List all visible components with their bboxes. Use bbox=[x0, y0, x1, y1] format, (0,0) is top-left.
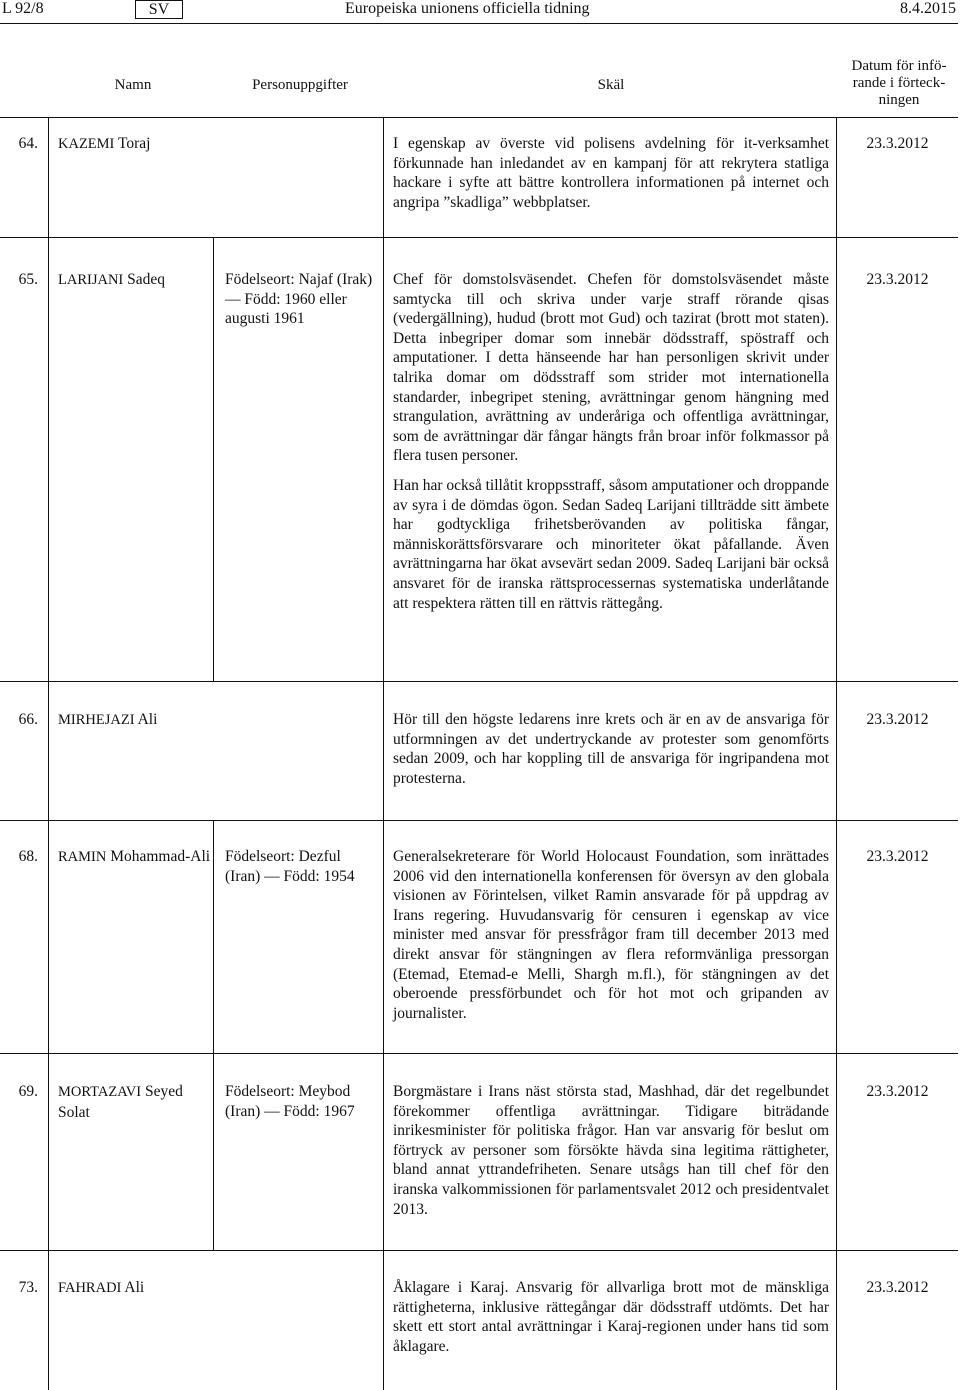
personal-data: Födelseort: Meybod (Iran) — Född: 1967 bbox=[225, 1083, 355, 1120]
column-divider bbox=[213, 238, 214, 681]
reason-paragraph: I egenskap av överste vid polisens avdelning för it-verksamhet förkunnade han inledandet av en kampanj för att rekrytera statliga hackare i syfte att bättre kontrollera informationen på internet och angripa ”skadliga” webbplatser. bbox=[393, 135, 829, 211]
reason-paragraph: Han har också tillåtit kroppsstraff, såsom amputationer och droppande av syra i de dömdas ögon. Sedan Sadeq Larijani tillträdde sitt ämbete har godtyckliga frihetsberövanden av politiska fångar, människorättsförsvarare och minoriteter ökat påfallande. Även avrättningarna har ökat avsevärt sedan 2009. Sadeq Larijani bär också ansvaret för de iranska rättsprocessernas systematiska underlåtande att respektera rätten till en rättvis rättegång. bbox=[393, 476, 829, 612]
surname: MORTAZAVI bbox=[58, 1084, 142, 1100]
column-divider bbox=[213, 821, 214, 1250]
reasons bbox=[393, 1082, 829, 1229]
column-header-date-line: Datum för infö- bbox=[851, 58, 947, 74]
listing-date: 23.3.2012 bbox=[866, 1279, 929, 1296]
publication-date: 8.4.2015 bbox=[900, 0, 956, 17]
reason-paragraph: Hör till den högste ledarens inre krets och är en av de ansvariga för utformningen av det undertryckande av protester som genomförts sedan 2009, och har koppling till de ansvariga för ingripandena mot protesterna. bbox=[393, 711, 829, 787]
listing-date: 23.3.2012 bbox=[866, 711, 929, 728]
personal-data: Födelseort: Najaf (Irak) — Född: 1960 eller augusti 1961 bbox=[225, 271, 373, 328]
reason-paragraph: Borgmästare i Irans näst största stad, Mashhad, där det regelbundet förekommer offentliga avrättningar. Tidigare biträdande inrikesminister för politiska frågor. Han var ansvarig för beslut om förtryck av personer som försökte hävda sina legitima rättigheter, bland annat yttrandefriheten. Senare utsågs han till chef för den iranska valkommissionen för parlamentsvalet 2012 och presidentvalet 2013. bbox=[393, 1083, 829, 1218]
person-name bbox=[58, 134, 218, 155]
listing-date: 23.3.2012 bbox=[866, 848, 929, 865]
given-name: Seyed Solat bbox=[58, 1083, 183, 1121]
column-header-date-line: rande i förteck- bbox=[852, 75, 946, 91]
column-header-personal: Personuppgifter bbox=[252, 77, 348, 93]
column-divider bbox=[836, 117, 837, 1390]
person-name bbox=[58, 710, 218, 731]
column-header-date bbox=[840, 58, 958, 109]
surname: RAMIN bbox=[58, 849, 107, 865]
surname: MIRHEJAZI bbox=[58, 712, 135, 728]
column-divider bbox=[383, 117, 384, 1390]
given-name: Mohammad-Ali bbox=[110, 848, 211, 865]
person-name bbox=[58, 1278, 218, 1299]
surname: LARIJANI bbox=[58, 272, 124, 288]
column-header-name: Namn bbox=[114, 77, 152, 93]
table-header-rule bbox=[0, 117, 958, 118]
reasons bbox=[393, 710, 829, 798]
row-rule bbox=[0, 1250, 958, 1251]
row-number: 69. bbox=[18, 1083, 38, 1100]
column-header-reasons: Skäl bbox=[597, 77, 625, 93]
column-header-date-line: ningen bbox=[878, 92, 920, 108]
surname: FAHRADI bbox=[58, 1280, 122, 1296]
row-number: 66. bbox=[18, 711, 38, 728]
listing-date: 23.3.2012 bbox=[866, 135, 929, 152]
row-rule bbox=[0, 1053, 958, 1054]
person-name bbox=[58, 270, 218, 291]
given-name: Ali bbox=[137, 711, 158, 728]
row-number: 64. bbox=[18, 135, 38, 152]
page-header bbox=[0, 0, 960, 22]
language-badge: SV bbox=[135, 0, 183, 19]
reasons bbox=[393, 270, 829, 623]
row-rule bbox=[0, 820, 958, 821]
given-name: Sadeq bbox=[127, 271, 166, 288]
reasons bbox=[393, 134, 829, 222]
listing-date: 23.3.2012 bbox=[866, 1083, 929, 1100]
column-divider bbox=[48, 117, 49, 1390]
row-number: 73. bbox=[18, 1279, 38, 1296]
given-name: Ali bbox=[124, 1279, 145, 1296]
reason-paragraph: Chef för domstolsväsendet. Chefen för domstolsväsendet måste samtycka till och skriva under varje straff rörande qisas (vedergällning), hudud (brott mot Gud) och tazirat (brott mot staten). Detta inbegriper domar som innebär dödsstraff, spöstraff och amputationer. I detta hänseende har han personligen skrivit under talrika domar om dödsstraff som strider mot internationella standarder, inbegripet stening, avrättningar genom hängning med strangulation, avrättning av underåriga och offentliga avrättningar, som de avrättningar där fångar hängts från broar inför folkmassor på flera tusen personer. bbox=[393, 271, 829, 465]
personal-data: Födelseort: Dezful (Iran) — Född: 1954 bbox=[225, 848, 355, 885]
page-number: L 92/8 bbox=[2, 0, 44, 17]
person-name bbox=[58, 847, 218, 868]
reasons bbox=[393, 847, 829, 1033]
given-name: Toraj bbox=[118, 135, 151, 152]
reason-paragraph: Generalsekreterare för World Holocaust Foundation, som inrättades 2006 vid den internationella konferensen för översyn av den globala visionen av Förintelsen, vilket Ramin ansvarade för på uppdrag av Irans regering. Huvudansvarig för censuren i egenskap av vice minister med ansvar för pressfrågor fram till december 2013 med direkt ansvar för stängningen av flera reformvänliga pressorgan (Etemad, Etemad-e Melli, Shargh m.fl.), för stängningen av det oberoende pressförbundet och för hot mot och gripanden av journalister. bbox=[393, 848, 829, 1022]
reason-paragraph: Åklagare i Karaj. Ansvarig för allvarliga brott mot de mänskliga rättigheterna, inklusive rättegångar där dödsstraff utdömts. Det har skett ett stort antal avrättningar i Karaj-regionen under hans tid som åklagare. bbox=[393, 1279, 829, 1355]
reasons bbox=[393, 1278, 829, 1366]
row-number: 65. bbox=[18, 271, 38, 288]
row-number: 68. bbox=[18, 848, 38, 865]
row-rule bbox=[0, 237, 958, 238]
listing-date: 23.3.2012 bbox=[866, 271, 929, 288]
row-rule bbox=[0, 681, 958, 682]
person-name bbox=[58, 1082, 218, 1122]
header-rule bbox=[0, 23, 958, 24]
journal-title: Europeiska unionens officiella tidning bbox=[345, 0, 590, 17]
surname: KAZEMI bbox=[58, 136, 115, 152]
